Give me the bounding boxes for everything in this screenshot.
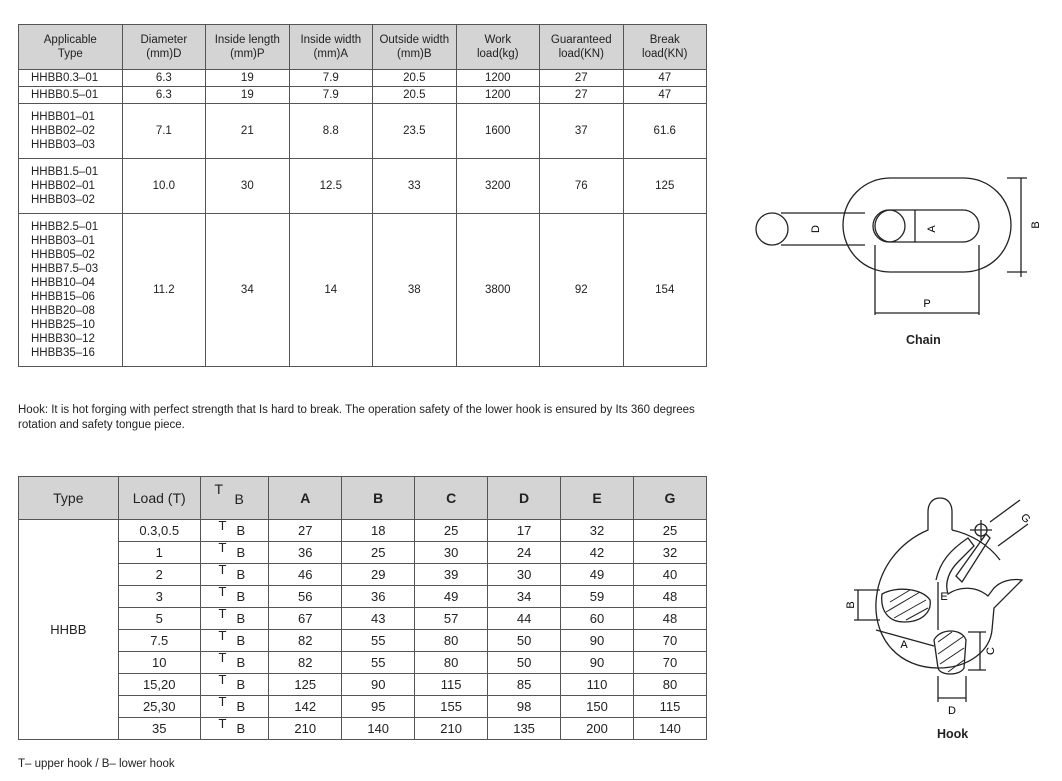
cell-e: 90 <box>561 652 634 674</box>
model-cell <box>19 159 123 214</box>
tb-marker <box>215 674 255 691</box>
cell-guar: 37 <box>540 104 623 159</box>
model-name: HHBB02–01 <box>31 180 95 192</box>
model-name: HHBB03–02 <box>31 194 95 206</box>
cell-guar: 92 <box>540 214 623 367</box>
tb-t: T <box>218 606 227 621</box>
cell-tb <box>200 674 269 696</box>
table-row <box>19 586 707 608</box>
cell-tb <box>200 652 269 674</box>
tb-marker <box>215 718 255 735</box>
header-break-load: Break load(KN) <box>623 25 707 70</box>
header-b: B <box>234 490 244 507</box>
header-applicable-type: Applicable Type <box>19 25 123 70</box>
model-name: HHBB05–02 <box>31 249 95 261</box>
tb-t: T <box>218 540 227 555</box>
tb-marker <box>215 520 255 537</box>
table-row <box>19 542 707 564</box>
cell-c: 80 <box>415 630 488 652</box>
header-type: Type <box>19 477 119 520</box>
cell-brk: 154 <box>623 214 707 367</box>
table-row <box>19 159 707 214</box>
header-inside-width: Inside width (mm)A <box>289 25 372 70</box>
cell-tb <box>200 520 269 542</box>
cell-a: 27 <box>269 520 342 542</box>
table-row <box>19 214 707 367</box>
footnote: T– upper hook / B– lower hook <box>18 758 175 770</box>
cell-load: 25,30 <box>118 696 200 718</box>
cell-e: 59 <box>561 586 634 608</box>
cell-c: 115 <box>415 674 488 696</box>
cell-b: 23.5 <box>373 104 456 159</box>
tb-t: T <box>218 628 227 643</box>
header-a: A <box>269 477 342 520</box>
cell-b: 25 <box>342 542 415 564</box>
cell-b: 55 <box>342 652 415 674</box>
hook-section-b <box>882 589 931 622</box>
model-name: HHBB0.3–01 <box>31 72 99 84</box>
tb-b: B <box>236 721 246 736</box>
header-work-load: Work load(kg) <box>456 25 539 70</box>
model-cell <box>19 87 123 104</box>
tb-b: B <box>236 633 246 648</box>
tb-t: T <box>218 562 227 577</box>
cell-brk: 47 <box>623 70 707 87</box>
tb-marker <box>215 564 255 581</box>
hook-label-d: D <box>948 705 956 717</box>
cell-p: 21 <box>206 104 289 159</box>
cell-d: 85 <box>488 674 561 696</box>
tb-marker <box>215 608 255 625</box>
cell-a: 125 <box>269 674 342 696</box>
cell-g: 32 <box>633 542 706 564</box>
cell-p: 19 <box>206 70 289 87</box>
model-name: HHBB2.5–01 <box>31 221 99 233</box>
tb-marker <box>215 696 255 713</box>
cell-g: 140 <box>633 718 706 740</box>
chain-label-p: P <box>923 298 931 310</box>
cell-load: 15,20 <box>118 674 200 696</box>
cell-b: 43 <box>342 608 415 630</box>
table-row <box>19 652 707 674</box>
model-name: HHBB15–06 <box>31 291 95 303</box>
cell-c: 25 <box>415 520 488 542</box>
header-t: T <box>214 480 224 497</box>
cell-d: 11.2 <box>122 214 205 367</box>
cell-c: 49 <box>415 586 488 608</box>
hook-label-b: B <box>845 601 857 609</box>
chain-diagram <box>745 165 1045 355</box>
model-name: HHBB10–04 <box>31 277 95 289</box>
cell-c: 30 <box>415 542 488 564</box>
cell-b: 20.5 <box>373 87 456 104</box>
cell-load: 0.3,0.5 <box>118 520 200 542</box>
cell-brk: 47 <box>623 87 707 104</box>
cell-g: 25 <box>633 520 706 542</box>
hook-table-body <box>19 520 707 740</box>
hook-spec-table <box>18 476 707 740</box>
cell-b: 29 <box>342 564 415 586</box>
cell-g: 70 <box>633 652 706 674</box>
tb-t: T <box>218 584 227 599</box>
cell-b: 33 <box>373 159 456 214</box>
cell-p: 19 <box>206 87 289 104</box>
cell-p: 30 <box>206 159 289 214</box>
header-d: D <box>488 477 561 520</box>
hook-description: Hook: It is hot forging with perfect strength that Is hard to break. The operation safety of the lower hook is ensured by Its 360 degrees rotation and safety tongue piece. <box>18 404 695 431</box>
chain-table-header-row <box>19 25 707 70</box>
table-row <box>19 87 707 104</box>
cell-guar: 27 <box>540 70 623 87</box>
table-row <box>19 70 707 87</box>
hook-caption: Hook <box>937 727 969 741</box>
cell-a: 7.9 <box>289 70 372 87</box>
cell-d: 24 <box>488 542 561 564</box>
cell-load: 1 <box>118 542 200 564</box>
chain-caption: Chain <box>906 333 941 347</box>
cell-tb <box>200 586 269 608</box>
tb-t: T <box>218 716 227 731</box>
cell-a: 12.5 <box>289 159 372 214</box>
hook-diagram <box>840 490 1040 720</box>
hook-body-outline <box>876 498 1022 668</box>
cell-e: 200 <box>561 718 634 740</box>
cell-e: 90 <box>561 630 634 652</box>
cell-tb <box>200 630 269 652</box>
cell-d: 30 <box>488 564 561 586</box>
cell-a: 8.8 <box>289 104 372 159</box>
cell-d: 17 <box>488 520 561 542</box>
table-row <box>19 674 707 696</box>
cell-brk: 61.6 <box>623 104 707 159</box>
header-e: E <box>561 477 634 520</box>
header-tb <box>200 477 269 520</box>
cell-work: 3800 <box>456 214 539 367</box>
cell-b: 95 <box>342 696 415 718</box>
tb-marker <box>215 586 255 603</box>
model-name: HHBB35–16 <box>31 347 95 359</box>
cell-a: 67 <box>269 608 342 630</box>
cell-work: 3200 <box>456 159 539 214</box>
cell-work: 1200 <box>456 87 539 104</box>
cell-b: 55 <box>342 630 415 652</box>
cell-brk: 125 <box>623 159 707 214</box>
cell-d: 7.1 <box>122 104 205 159</box>
tb-b: B <box>236 545 246 560</box>
cell-a: 36 <box>269 542 342 564</box>
table-row <box>19 696 707 718</box>
hook-label-c: C <box>985 647 997 655</box>
cell-d: 50 <box>488 652 561 674</box>
header-bcol: B <box>342 477 415 520</box>
cell-a: 7.9 <box>289 87 372 104</box>
table-row <box>19 608 707 630</box>
hook-label-e: E <box>940 591 948 603</box>
chain-label-a: A <box>926 225 938 233</box>
cell-guar: 76 <box>540 159 623 214</box>
cell-a: 56 <box>269 586 342 608</box>
cell-tb <box>200 608 269 630</box>
tb-b: B <box>236 523 246 538</box>
cell-c: 155 <box>415 696 488 718</box>
chain-table-body <box>19 70 707 367</box>
table-row <box>19 104 707 159</box>
table-row <box>19 630 707 652</box>
cell-d: 6.3 <box>122 70 205 87</box>
chain-link-outer <box>843 178 1011 272</box>
header-load: Load (T) <box>118 477 200 520</box>
cell-d: 6.3 <box>122 87 205 104</box>
model-name: HHBB02–02 <box>31 125 95 137</box>
model-name: HHBB30–12 <box>31 333 95 345</box>
chain-label-b: B <box>1030 221 1042 229</box>
cell-g: 48 <box>633 608 706 630</box>
cell-d: 135 <box>488 718 561 740</box>
cell-c: 57 <box>415 608 488 630</box>
cell-a: 82 <box>269 630 342 652</box>
tb-b: B <box>236 567 246 582</box>
model-cell <box>19 70 123 87</box>
model-cell <box>19 214 123 367</box>
cell-tb <box>200 564 269 586</box>
header-inside-length: Inside length (mm)P <box>206 25 289 70</box>
header-g: G <box>633 477 706 520</box>
tb-b: B <box>236 699 246 714</box>
header-outside-width: Outside width (mm)B <box>373 25 456 70</box>
hook-label-g: G <box>1018 511 1033 526</box>
tb-b: B <box>236 611 246 626</box>
cell-guar: 27 <box>540 87 623 104</box>
cell-b: 38 <box>373 214 456 367</box>
cell-d: 34 <box>488 586 561 608</box>
cell-d: 98 <box>488 696 561 718</box>
cell-b: 90 <box>342 674 415 696</box>
cell-load: 5 <box>118 608 200 630</box>
cell-p: 34 <box>206 214 289 367</box>
model-name: HHBB7.5–03 <box>31 263 99 275</box>
chain-link-left-circle <box>756 213 788 245</box>
cell-a: 82 <box>269 652 342 674</box>
header-guaranteed-load: Guaranteed load(KN) <box>540 25 623 70</box>
model-name: HHBB20–08 <box>31 305 95 317</box>
cell-b: 20.5 <box>373 70 456 87</box>
tb-marker <box>215 652 255 669</box>
tb-t: T <box>218 694 227 709</box>
cell-d: 10.0 <box>122 159 205 214</box>
tb-t: T <box>218 518 227 533</box>
cell-load: 35 <box>118 718 200 740</box>
cell-b: 36 <box>342 586 415 608</box>
tb-marker <box>215 542 255 559</box>
cell-e: 110 <box>561 674 634 696</box>
cell-a: 14 <box>289 214 372 367</box>
cell-e: 42 <box>561 542 634 564</box>
cell-e: 49 <box>561 564 634 586</box>
cell-e: 32 <box>561 520 634 542</box>
tb-marker <box>215 630 255 647</box>
cell-c: 210 <box>415 718 488 740</box>
cell-g: 40 <box>633 564 706 586</box>
cell-tb <box>200 542 269 564</box>
model-name: HHBB03–01 <box>31 235 95 247</box>
cell-a: 46 <box>269 564 342 586</box>
cell-d: 44 <box>488 608 561 630</box>
model-name: HHBB0.5–01 <box>31 89 99 101</box>
chain-spec-table <box>18 24 707 367</box>
cell-tb <box>200 718 269 740</box>
model-name: HHBB25–10 <box>31 319 95 331</box>
cell-a: 210 <box>269 718 342 740</box>
table-row <box>19 718 707 740</box>
cell-load: 10 <box>118 652 200 674</box>
cell-work: 1200 <box>456 70 539 87</box>
type-cell: HHBB <box>19 520 119 740</box>
header-c: C <box>415 477 488 520</box>
hook-label-a: A <box>900 639 908 651</box>
cell-g: 70 <box>633 630 706 652</box>
table-row <box>19 564 707 586</box>
cell-e: 150 <box>561 696 634 718</box>
cell-g: 115 <box>633 696 706 718</box>
cell-g: 48 <box>633 586 706 608</box>
hook-table-header-row <box>19 477 707 520</box>
cell-tb <box>200 696 269 718</box>
cell-b: 18 <box>342 520 415 542</box>
model-name: HHBB1.5–01 <box>31 166 99 178</box>
model-cell <box>19 104 123 159</box>
cell-load: 2 <box>118 564 200 586</box>
cell-d: 50 <box>488 630 561 652</box>
tb-b: B <box>236 677 246 692</box>
tb-t: T <box>218 672 227 687</box>
cell-g: 80 <box>633 674 706 696</box>
header-diameter: Diameter (mm)D <box>122 25 205 70</box>
cell-e: 60 <box>561 608 634 630</box>
cell-b: 140 <box>342 718 415 740</box>
table-row <box>19 520 707 542</box>
cell-c: 39 <box>415 564 488 586</box>
cell-a: 142 <box>269 696 342 718</box>
tb-b: B <box>236 655 246 670</box>
cell-work: 1600 <box>456 104 539 159</box>
tb-t: T <box>218 650 227 665</box>
cell-c: 80 <box>415 652 488 674</box>
cell-load: 3 <box>118 586 200 608</box>
chain-label-d: D <box>810 225 822 233</box>
cell-load: 7.5 <box>118 630 200 652</box>
tb-b: B <box>236 589 246 604</box>
model-name: HHBB03–03 <box>31 139 95 151</box>
model-name: HHBB01–01 <box>31 111 95 123</box>
chain-link-right-circle <box>873 210 905 242</box>
